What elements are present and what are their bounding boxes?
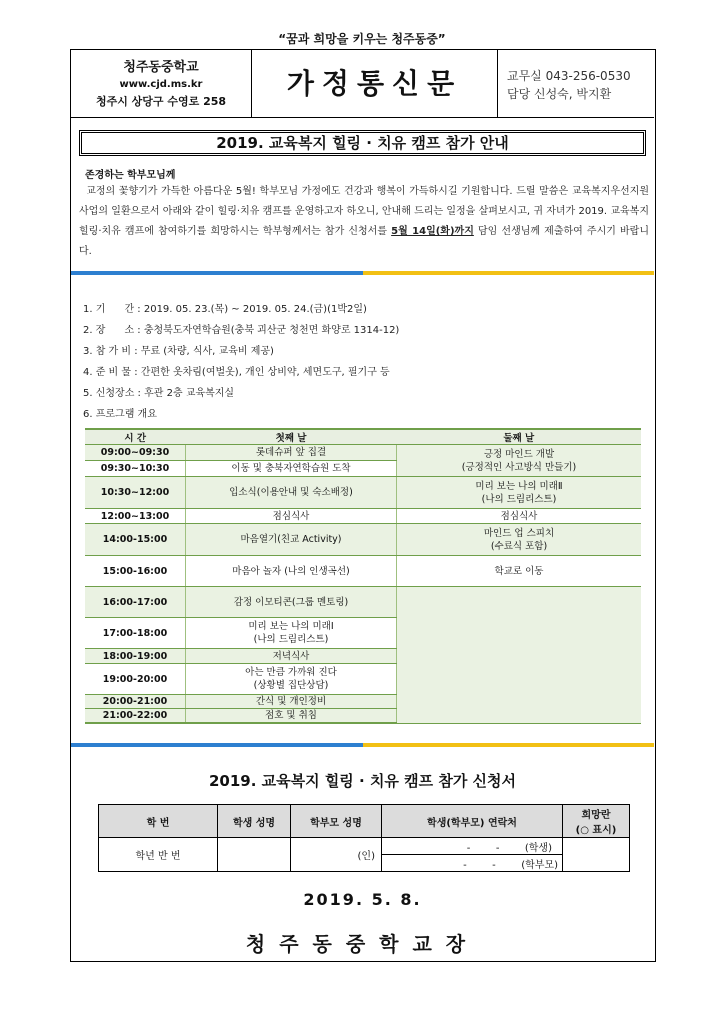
table-row: 18:00-19:00 저녁식사: [85, 649, 641, 664]
table-row: 14:00-15:00 마음열기(친교 Activity) 마인드 업 스피치 (수료식 포함): [85, 524, 641, 556]
greeting: 존경하는 학부모님께: [85, 170, 176, 181]
student-no-field[interactable]: 학년 반 번: [99, 838, 218, 872]
hope-field[interactable]: [563, 838, 630, 872]
day2-empty: [397, 587, 642, 724]
col-time: 시 간: [85, 429, 186, 445]
header: [71, 50, 654, 118]
col-day1: 첫째 날: [186, 429, 397, 445]
intro-paragraph: [79, 182, 649, 262]
info-item: 4. 준 비 물 : 간편한 옷차림(여벌옷), 개인 상비약, 세면도구, 필기구 등: [83, 367, 390, 378]
info-list: [83, 299, 399, 425]
intro-text: 교정의 꽃향기가 가득한 아름다운 5월! 학부모님 가정에도 건강과 행복이 가득하시길 기원합니다. 드릴 말씀은 교육복지우선지원사업의 일환으로서 아래와 같이 힐링·치유 캠프를 운영하고자 하오니, 안내해 드리는 일정을 살펴보시고, 귀 자녀가 2019. 교육복지 힐링·치유 캠프에 참여하기를 희망하시는 학부형께서는 참가 신청서를: [79, 186, 649, 237]
school-info: [71, 50, 252, 117]
newsletter-title: 가정통신문: [252, 50, 498, 117]
deadline: 5월 14일(화)까지: [391, 226, 474, 237]
table-row: 09:30~10:30 이동 및 충북자연학습원 도착: [85, 461, 641, 477]
school-address: 청주시 상당구 수영로 258: [95, 95, 227, 108]
info-item: 1. 기 간 : 2019. 05. 23.(목) ~ 2019. 05. 24.(금)(1박2일): [83, 304, 367, 315]
col-hope: 희망란 (○ 표시): [563, 805, 630, 838]
info-item: 2. 장 소 : 충청북도자연학습원(충북 괴산군 청천면 화양로 1314-12): [83, 325, 400, 336]
parent-name-field[interactable]: (인): [291, 838, 382, 872]
table-row: 10:30~12:00 입소식(이용안내 및 숙소배정) 미리 보는 나의 미래Ⅱ (나의 드림리스트): [85, 477, 641, 509]
table-row: 15:00-16:00 마음아 놀자 (나의 인생곡선) 학교로 이동: [85, 556, 641, 587]
school-url[interactable]: www.cjd.ms.kr: [119, 79, 203, 90]
col-parent-name: 학부모 성명: [291, 805, 382, 838]
school-name: 청주동중학교: [123, 60, 199, 75]
staff: 담당 신성숙, 박지환: [507, 87, 612, 101]
newsletter-frame: [70, 49, 656, 962]
table-row: 09:00~09:30 롯데슈퍼 앞 집결 긍정 마인드 개발 (긍정적인 사고방식 만들기): [85, 445, 641, 461]
table-row: 20:00-21:00 간식 및 개인정비: [85, 695, 641, 709]
table-row: 17:00-18:00 미리 보는 나의 미래Ⅰ (나의 드림리스트): [85, 618, 641, 649]
info-item: 3. 참 가 비 : 무료 (차량, 식사, 교육비 제공): [83, 346, 274, 357]
schedule-table: [85, 428, 641, 724]
phone: 교무실 043-256-0530: [507, 69, 631, 83]
issue-date: 2019. 5. 8.: [303, 890, 422, 909]
table-row: 21:00-22:00 점호 및 취침: [85, 709, 641, 724]
table-row: 16:00-17:00 감정 이모티콘(그룹 멘토링): [85, 587, 641, 618]
intro-text-end: 담임 선생님께 제출하여 주시기 바랍니다.: [79, 226, 649, 257]
col-day2: 둘째 날: [397, 429, 642, 445]
table-row: 12:00~13:00 점심식사 점심식사: [85, 509, 641, 524]
table-row: 19:00-20:00 아는 만큼 가까워 진다 (상황별 집단상담): [85, 664, 641, 695]
day2-speech: 마인드 업 스피치 (수료식 포함): [397, 524, 642, 556]
application-title: 2019. 교육복지 힐링 · 치유 캠프 참가 신청서: [208, 772, 517, 790]
divider-bar: [71, 271, 654, 275]
parent-contact-field[interactable]: - - (학부모): [382, 855, 563, 872]
col-student-no: 학 번: [99, 805, 218, 838]
notice-title: 2019. 교육복지 힐링 · 치유 캠프 참가 안내: [79, 130, 646, 156]
student-contact-field[interactable]: - - (학생): [382, 838, 563, 855]
principal-signature: 청주동중학교장: [245, 932, 480, 956]
student-name-field[interactable]: [218, 838, 291, 872]
col-student-name: 학생 성명: [218, 805, 291, 838]
col-contact: 학생(학부모) 연락처: [382, 805, 563, 838]
application-table: [98, 804, 630, 872]
info-item: 5. 신청장소 : 후관 2층 교육복지실: [83, 388, 235, 399]
day2-future: 미리 보는 나의 미래Ⅱ (나의 드림리스트): [397, 477, 642, 509]
motto: “꿈과 희망을 키우는 청주동중”: [278, 32, 446, 46]
info-item: 6. 프로그램 개요: [83, 409, 157, 420]
divider-bar: [71, 743, 654, 747]
contact-info: [507, 67, 631, 103]
day2-mind: 긍정 마인드 개발 (긍정적인 사고방식 만들기): [397, 445, 642, 477]
